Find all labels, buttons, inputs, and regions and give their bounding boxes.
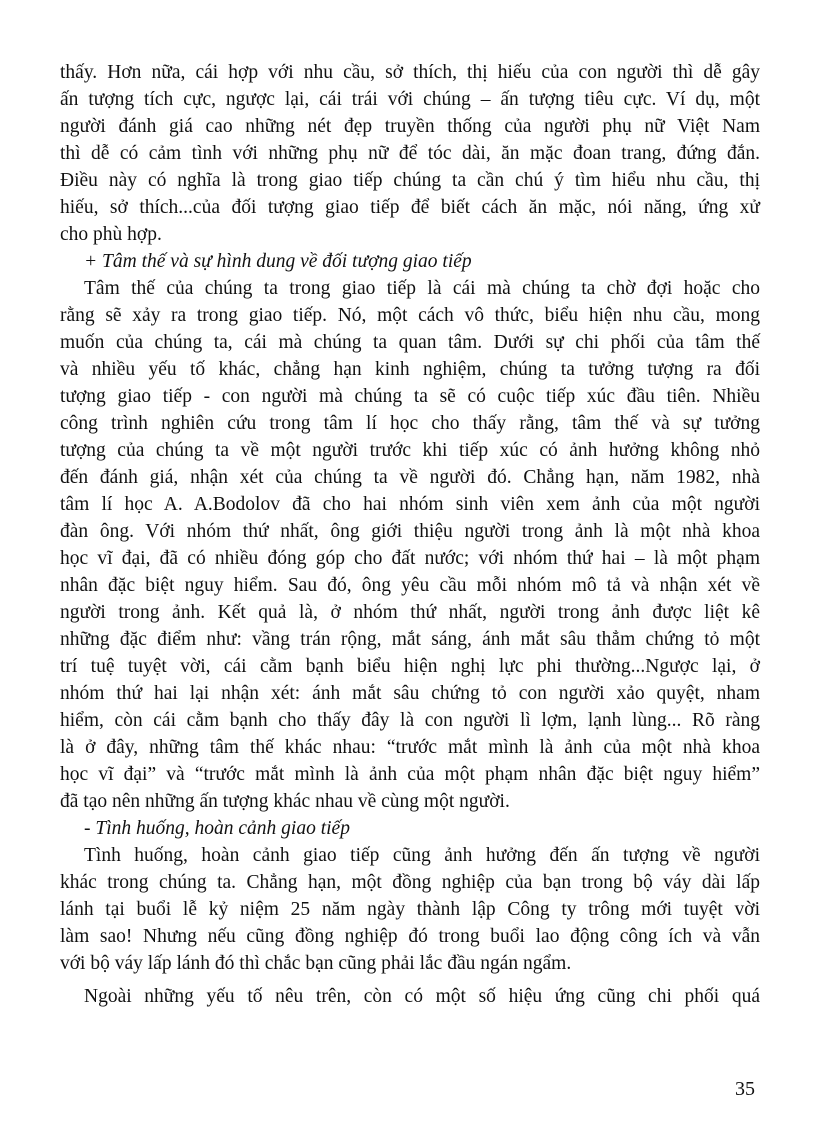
text-line: khác trong chúng ta. Chẳng hạn, một đồng nghiệp của bạn trong bộ váy dài lấp bbox=[60, 872, 760, 893]
text-line: tượng giao tiếp - con người mà chúng ta sẽ có cuộc tiếp xúc đầu tiên. Nhiều bbox=[60, 386, 760, 407]
paragraph-end-line: cho phù hợp. bbox=[60, 224, 162, 245]
text-line: và nhiều yếu tố khác, chẳng hạn kinh nghiệm, chúng ta tưởng tượng ra đối bbox=[60, 359, 760, 380]
text-line: học vĩ đại” và “trước mắt mình là ảnh của một phạm nhân đặc biệt nguy hiểm” bbox=[60, 764, 760, 785]
text-line: thấy. Hơn nữa, cái hợp với nhu cầu, sở thích, thị hiếu của con người thì dễ gây bbox=[60, 62, 760, 83]
text-line: người đánh giá cao những nét đẹp truyền thống của người phụ nữ Việt Nam bbox=[60, 116, 760, 137]
text-line: nhóm thứ hai lại nhận xét: ánh mắt sâu chứng tỏ con người xảo quyệt, nham bbox=[60, 683, 760, 704]
text-line: những đặc điểm như: vầng trán rộng, mắt sáng, ánh mắt sâu thẳm chứng tỏ một bbox=[60, 629, 760, 650]
text-line: là ở đây, những tâm thế khác nhau: “trước mắt mình là ảnh của một nhà khoa bbox=[60, 737, 760, 758]
paragraph-first-line: Ngoài những yếu tố nêu trên, còn có một số hiệu ứng cũng chi phối quá bbox=[84, 986, 760, 1007]
text-line: lánh tại buổi lễ kỷ niệm 25 năm ngày thành lập Công ty trông mới tuyệt vời bbox=[60, 899, 760, 920]
paragraph-end-line: với bộ váy lấp lánh đó thì chắc bạn cũng phải lắc đầu ngán ngẩm. bbox=[60, 953, 572, 974]
text-line: công trình nghiên cứu trong tâm lí học cho thấy rằng, tâm thế và sự tưởng bbox=[60, 413, 760, 434]
text-line: tâm lí học A. A.Bodolov đã cho hai nhóm sinh viên xem ảnh của một người bbox=[60, 494, 760, 515]
text-line: Điều này có nghĩa là trong giao tiếp chúng ta cần chú ý tìm hiểu nhu cầu, thị bbox=[60, 170, 760, 191]
text-line: muốn của chúng ta, cái mà chúng ta quan tâm. Dưới sự chi phối của tâm thế bbox=[60, 332, 760, 353]
text-line: đàn ông. Với nhóm thứ nhất, ông giới thiệu người trong ảnh là một nhà khoa bbox=[60, 521, 760, 542]
text-line: rằng sẽ xảy ra trong giao tiếp. Nó, một cách vô thức, biểu hiện nhu cầu, mong bbox=[60, 305, 760, 326]
paragraph-first-line: Tình huống, hoàn cảnh giao tiếp cũng ảnh hưởng đến ấn tượng về người bbox=[84, 845, 760, 866]
text-line: tượng của chúng ta về một người trước khi tiếp xúc có ảnh hưởng không nhỏ bbox=[60, 440, 760, 461]
text-line: người trong ảnh. Kết quả là, ở nhóm thứ nhất, người trong ảnh được liệt kê bbox=[60, 602, 760, 623]
paragraph-first-line: Tâm thế của chúng ta trong giao tiếp là cái mà chúng ta chờ đợi hoặc cho bbox=[84, 278, 760, 299]
section-heading: - Tình huống, hoàn cảnh giao tiếp bbox=[84, 818, 350, 839]
text-line: hiếu, sở thích...của đối tượng giao tiếp để biết cách ăn mặc, nói năng, ứng xử bbox=[60, 197, 760, 218]
text-line: ấn tượng tích cực, ngược lại, cái trái với chúng – ấn tượng tiêu cực. Ví dụ, một bbox=[60, 89, 760, 110]
text-line: đến đánh giá, nhận xét của chúng ta về người đó. Chẳng hạn, năm 1982, nhà bbox=[60, 467, 760, 488]
page-number: 35 bbox=[735, 1078, 755, 1100]
text-line: làm sao! Nhưng nếu cũng đồng nghiệp đó trong buổi lao động công ích và vẫn bbox=[60, 926, 760, 947]
section-heading: + Tâm thế và sự hình dung về đối tượng giao tiếp bbox=[84, 251, 472, 272]
text-line: nhân đặc biệt nguy hiểm. Sau đó, ông yêu cầu mỗi nhóm mô tả và nhận xét về bbox=[60, 575, 760, 596]
text-line: thì dễ có cảm tình với những phụ nữ để tóc dài, ăn mặc đoan trang, đứng đắn. bbox=[60, 143, 760, 164]
text-line: trí tuệ tuyệt vời, cái cằm bạnh biểu hiện nghị lực phi thường...Ngược lại, ở bbox=[60, 656, 760, 677]
text-line: học vĩ đại, đã có nhiều đóng góp cho đất nước; với nhóm thứ hai – là một phạm bbox=[60, 548, 760, 569]
text-line: hiểm, còn cái cằm bạnh cho thấy đây là con người lì lợm, lạnh lùng... Rõ ràng bbox=[60, 710, 760, 731]
paragraph-end-line: đã tạo nên những ấn tượng khác nhau về cùng một người. bbox=[60, 791, 510, 812]
